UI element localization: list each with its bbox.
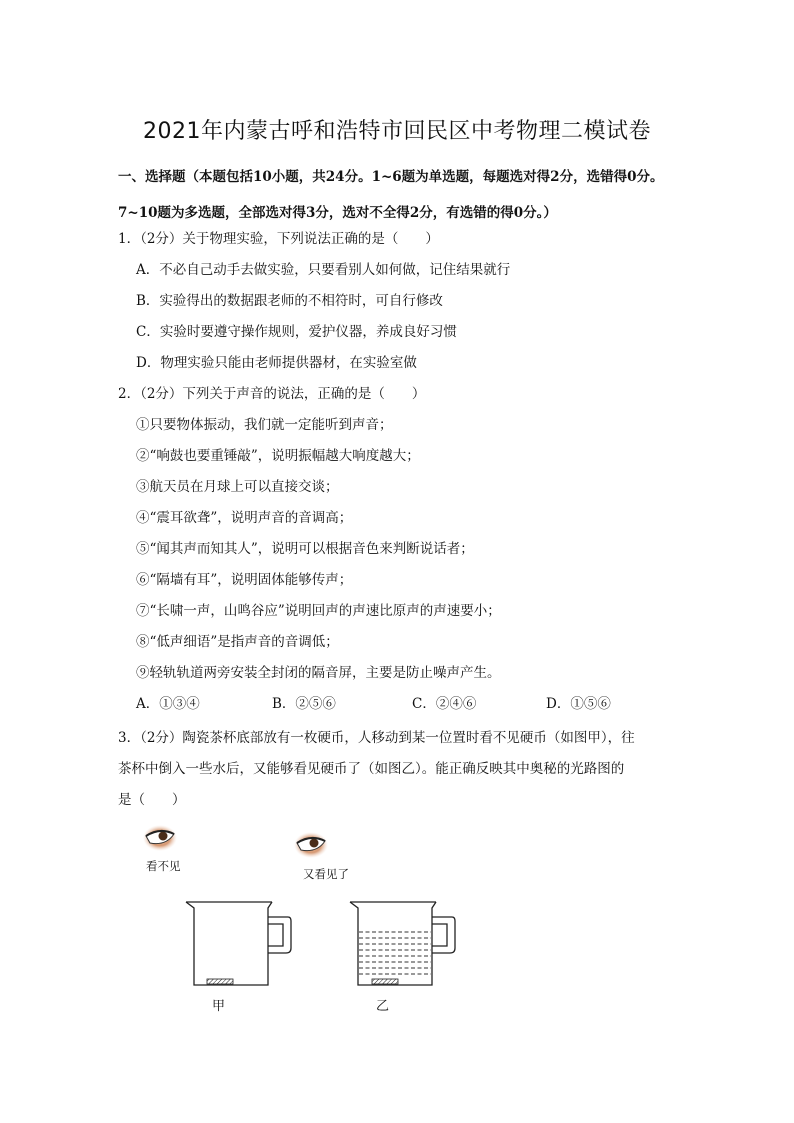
figure-caption-yi: 乙	[376, 999, 390, 1014]
question-2-statement: ⑦“长啸一声，山鸣谷应”说明回声的声速比原声的声速要小；	[136, 603, 501, 619]
question-2-statement: ②“响鼓也要重锤敲”，说明振幅越大响度越大；	[136, 448, 420, 464]
question-1-option-b: B．实验得出的数据跟老师的不相符时，可自行修改	[136, 293, 443, 309]
question-3-stem-line-3: 是（ ）	[118, 792, 186, 808]
question-2-statement: ⑨轻轨轨道两旁安装全封闭的隔音屏，主要是防止噪声产生。	[136, 665, 501, 681]
figure-caption-jia: 甲	[212, 999, 226, 1014]
question-2-statement: ④“震耳欲聋”，说明声音的音调高；	[136, 510, 353, 526]
question-2-statement: ①只要物体振动，我们就一定能听到声音；	[136, 417, 393, 433]
question-1-option-c: C．实验时要遵守操作规则，爱护仪器，养成良好习惯	[136, 324, 457, 340]
page-title: 2021年内蒙古呼和浩特市回民区中考物理二模试卷	[143, 119, 651, 144]
eye-label-right: 又看见了	[303, 867, 349, 881]
coin	[207, 979, 233, 984]
question-2-statement: ③航天员在月球上可以直接交谈；	[136, 479, 339, 495]
section-header-line-2: 7~10题为多选题，全部选对得3分，选对不全得2分，有选错的得0分。）	[118, 205, 557, 221]
question-2-choice-d: D．①⑤⑥	[546, 696, 611, 712]
question-1-stem: 1．（2分）关于物理实验，下列说法正确的是（ ）	[118, 231, 439, 247]
eye-label-left: 看不见	[146, 859, 181, 873]
question-2-statement: ⑤“闻其声而知其人”，说明可以根据音色来判断说话者；	[136, 541, 474, 557]
question-3-stem-line-1: 3．（2分）陶瓷茶杯底部放有一枚硬币，人移动到某一位置时看不见硬币（如图甲），往	[118, 730, 635, 746]
question-3-stem-line-2: 茶杯中倒入一些水后，又能够看见硬币了（如图乙）。能正确反映其中奥秘的光路图的	[118, 761, 625, 777]
question-1-option-d: D．物理实验只能由老师提供器材，在实验室做	[136, 355, 417, 371]
question-2-statement: ⑥“隔墙有耳”，说明固体能够传声；	[136, 572, 353, 588]
question-1-option-a: A．不必自己动手去做实验，只要看别人如何做，记住结果就行	[136, 262, 511, 278]
cup-jia	[186, 902, 291, 985]
question-2-choice-a: A．①③④	[136, 696, 200, 712]
section-header-line-1: 一、选择题（本题包括10小题，共24分。1~6题为单选题，每题选对得2分，选错得0分。	[118, 169, 664, 185]
question-2-choice-c: C．②④⑥	[412, 696, 477, 712]
coin	[372, 979, 398, 984]
eye-icon	[143, 825, 177, 851]
question-2-statement: ⑧“低声细语”是指声音的音调低；	[136, 634, 339, 650]
question-2-choice-b: B．②⑤⑥	[272, 696, 336, 712]
water-surface	[359, 932, 431, 974]
question-2-stem: 2．（2分）下列关于声音的说法，正确的是（ ）	[118, 386, 426, 402]
eye-icon	[294, 832, 328, 858]
cup-yi	[350, 902, 455, 985]
